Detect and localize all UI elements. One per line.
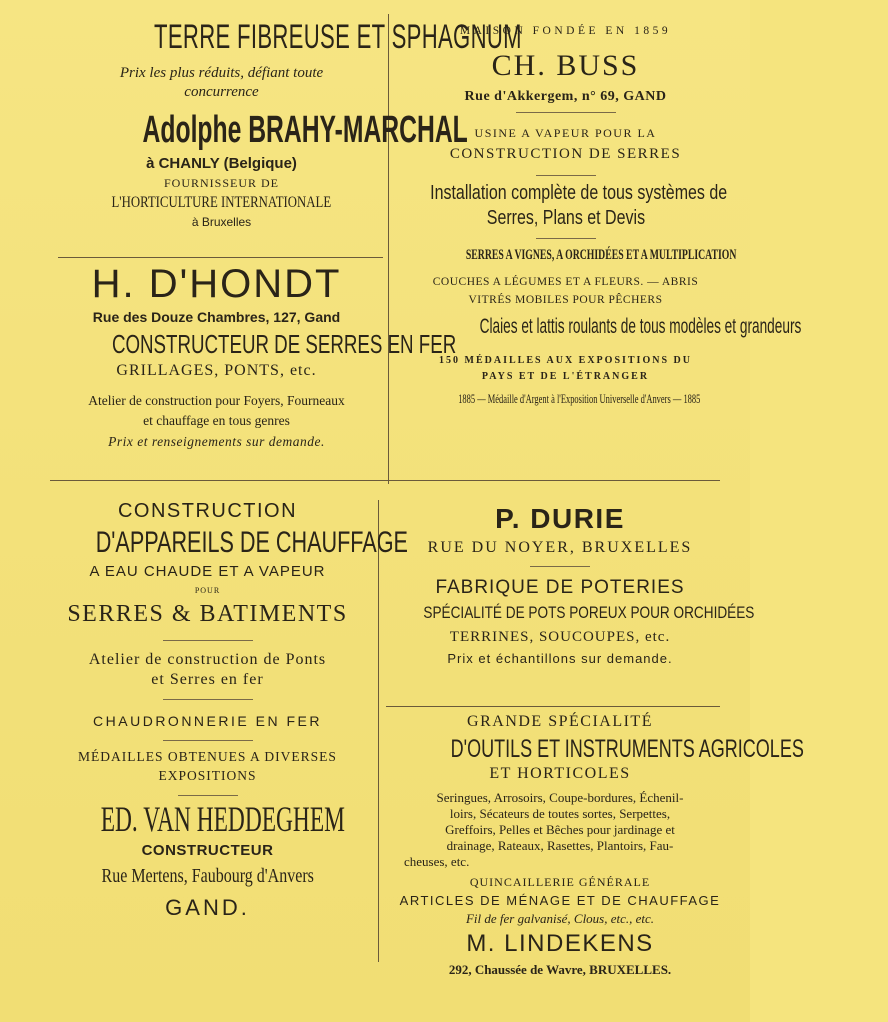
heddeghem-head-4: SERRES & BATIMENTS bbox=[67, 601, 348, 627]
heddeghem-separator-2 bbox=[163, 699, 253, 700]
buss-address: Rue d'Akkergem, n° 69, GAND bbox=[464, 89, 667, 104]
lindekens-address: 292, Chaussée de Wavre, BRUXELLES. bbox=[448, 962, 672, 977]
durie-address: RUE DU NOYER, BRUXELLES bbox=[427, 539, 693, 556]
heddeghem-medals-1: MÉDAILLES OBTENUES A DIVERSES bbox=[78, 749, 337, 764]
heddeghem-separator-4 bbox=[178, 795, 238, 796]
brahy-city: à Bruxelles bbox=[191, 215, 252, 229]
buss-beds-1: COUCHES A LÉGUMES ET A FLEURS. — ABRIS bbox=[432, 276, 699, 288]
heddeghem-name: ED. VAN HEDDEGHEM bbox=[100, 799, 345, 839]
lindekens-list-2: loirs, Sécateurs de toutes sortes, Serpettes, bbox=[449, 806, 671, 821]
rule-durie-lindekens bbox=[386, 706, 720, 707]
heddeghem-separator-3 bbox=[163, 740, 253, 741]
top-column-rule bbox=[388, 14, 389, 484]
buss-separator-2 bbox=[536, 175, 596, 176]
durie-samples: Prix et échantillons sur demande. bbox=[447, 651, 673, 666]
ad-van-heddeghem bbox=[35, 496, 408, 926]
heddeghem-medals-2: EXPOSITIONS bbox=[158, 768, 257, 783]
dhondt-goods: GRILLAGES, PONTS, etc. bbox=[116, 362, 317, 379]
buss-factory-2: CONSTRUCTION DE SERRES bbox=[449, 146, 682, 162]
horizontal-rule-main bbox=[50, 480, 720, 481]
buss-medals-2: PAYS ET DE L'ÉTRANGER bbox=[481, 371, 650, 382]
buss-separator-3 bbox=[536, 238, 596, 239]
durie-goods: TERRINES, SOUCOUPES, etc. bbox=[449, 629, 671, 645]
heddeghem-city: GAND. bbox=[165, 895, 250, 920]
buss-install-2: Serres, Plans et Devis bbox=[486, 207, 645, 229]
dhondt-pricing: Prix et renseignements sur demande. bbox=[108, 434, 325, 449]
heddeghem-role: CONSTRUCTEUR bbox=[141, 842, 274, 859]
brahy-role-1: FOURNISSEUR DE bbox=[163, 176, 279, 190]
ad-dhondt bbox=[45, 262, 457, 453]
lindekens-list-3: Greffoirs, Pelles et Bêches pour jardinage et bbox=[445, 822, 675, 837]
buss-separator-1 bbox=[516, 112, 616, 113]
heddeghem-separator-1 bbox=[163, 640, 253, 641]
heddeghem-head-3: A EAU CHAUDE ET A VAPEUR bbox=[89, 563, 326, 580]
brahy-location: à CHANLY (Belgique) bbox=[146, 155, 297, 172]
buss-greenhouses: SERRES A VIGNES, A ORCHIDÉES ET A MULTIPLICATION bbox=[465, 247, 737, 263]
brahy-role-2: L'HORTICULTURE INTERNATIONALE bbox=[111, 194, 332, 211]
heddeghem-atelier-1: Atelier de construction de Ponts bbox=[88, 651, 327, 668]
heddeghem-head-2: D'APPAREILS DE CHAUFFAGE bbox=[95, 526, 408, 559]
ad-p-durie bbox=[382, 500, 755, 669]
lindekens-list-4: drainage, Rateaux, Rasettes, Plantoirs, Fau- bbox=[446, 838, 674, 853]
lindekens-hardware: QUINCAILLERIE GÉNÉRALE bbox=[469, 875, 651, 889]
heddeghem-head-1: CONSTRUCTION bbox=[117, 500, 298, 522]
buss-install-1: Installation complète de tous systèmes de bbox=[430, 182, 728, 204]
ad-ch-buss bbox=[393, 20, 802, 411]
buss-factory-1: USINE A VAPEUR POUR LA bbox=[474, 126, 657, 140]
lindekens-list-1: Seringues, Arrosoirs, Coupe-bordures, Échenil- bbox=[436, 790, 684, 805]
ad-m-lindekens bbox=[382, 710, 804, 980]
dhondt-workshop-2: et chauffage en tous genres bbox=[143, 413, 290, 428]
buss-award: 1885 — Médaille d'Argent à l'Exposition Universelle d'Anvers — 1885 bbox=[458, 391, 701, 406]
dhondt-trade: CONSTRUCTEUR DE SERRES EN FER bbox=[111, 329, 457, 359]
lindekens-name: M. LINDEKENS bbox=[466, 930, 654, 957]
heddeghem-pour: POUR bbox=[194, 586, 221, 595]
heddeghem-address: Rue Mertens, Faubourg d'Anvers bbox=[101, 865, 314, 887]
ad-brahy-marchal bbox=[55, 12, 522, 230]
buss-medals-1: 150 MÉDAILLES AUX EXPOSITIONS DU bbox=[439, 355, 692, 366]
heddeghem-boiler: CHAUDRONNERIE EN FER bbox=[93, 713, 322, 729]
buss-founded: MAISON FONDÉE EN 1859 bbox=[459, 25, 672, 37]
lindekens-wire: Fil de fer galvanisé, Clous, etc., etc. bbox=[465, 911, 655, 926]
brahy-tagline-1: Prix les plus réduits, défiant toute bbox=[119, 65, 324, 81]
lindekens-head-1: GRANDE SPÉCIALITÉ bbox=[467, 713, 653, 730]
durie-name: P. DURIE bbox=[495, 503, 625, 534]
buss-name: CH. BUSS bbox=[491, 49, 640, 82]
buss-screens: Claies et lattis roulants de tous modèles et grandeurs bbox=[479, 315, 802, 338]
dhondt-name: H. D'HONDT bbox=[91, 262, 342, 306]
brahy-title: TERRE FIBREUSE ET SPHAGNUM bbox=[154, 18, 522, 56]
lindekens-head-3: ET HORTICOLES bbox=[489, 765, 631, 782]
dhondt-address: Rue des Douze Chambres, 127, Gand bbox=[92, 309, 341, 325]
lindekens-list-5: cheuses, etc. bbox=[404, 854, 470, 869]
durie-factory: FABRIQUE DE POTERIES bbox=[435, 577, 685, 598]
rule-brahy-dhondt bbox=[58, 257, 383, 258]
durie-specialty: SPÉCIALITÉ DE POTS POREUX POUR ORCHIDÉES bbox=[423, 603, 755, 622]
buss-beds-2: VITRÉS MOBILES POUR PÊCHERS bbox=[468, 294, 663, 306]
lindekens-household: ARTICLES DE MÉNAGE ET DE CHAUFFAGE bbox=[399, 893, 721, 908]
lindekens-head-2: D'OUTILS ET INSTRUMENTS AGRICOLES bbox=[450, 735, 804, 763]
dhondt-workshop-1: Atelier de construction pour Foyers, Fourneaux bbox=[88, 393, 345, 408]
heddeghem-atelier-2: et Serres en fer bbox=[151, 671, 264, 688]
brahy-name: Adolphe BRAHY-MARCHAL bbox=[142, 109, 468, 151]
durie-separator bbox=[530, 566, 590, 567]
brahy-tagline-2: concurrence bbox=[184, 84, 259, 100]
